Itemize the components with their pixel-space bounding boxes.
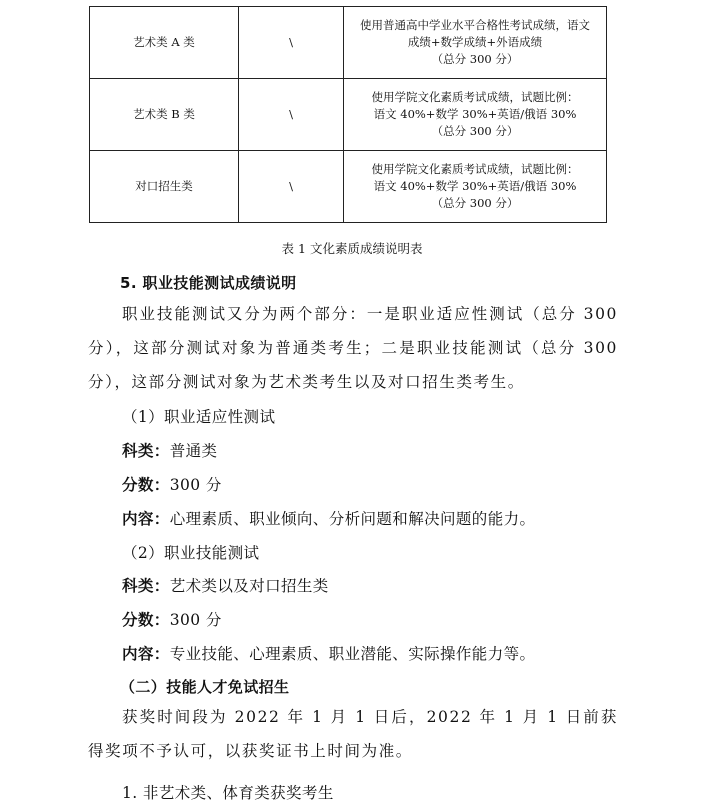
description-cell: [344, 79, 607, 151]
part-2-subject: [122, 574, 329, 596]
score-label: 分数：: [122, 611, 170, 629]
content-label: 内容：: [122, 510, 170, 528]
section-5-paragraph: 职业技能测试又分为两个部分：一是职业适应性测试（总分 300 分），这部分测试对象为普通类考生；二是职业技能测试（总分 300 分），这部分测试对象为艺术类考生以及对口招生类考生。: [88, 305, 618, 391]
description-cell: [344, 151, 607, 223]
description-line: 使用学院文化素质考试成绩，试题比例：: [371, 90, 579, 104]
description-line: （总分 300 分）: [431, 124, 519, 138]
description-line: 使用学院文化素质考试成绩，试题比例：: [371, 162, 579, 176]
table-row: [90, 7, 607, 79]
description-cell: [344, 7, 607, 79]
part-2-title: （2）职业技能测试: [122, 544, 260, 562]
mark-cell: \: [239, 151, 344, 223]
category-cell: 艺术类 B 类: [90, 79, 239, 151]
part-1-title: （1）职业适应性测试: [122, 408, 276, 426]
subject-label: 科类：: [122, 442, 170, 460]
mark-cell: \: [239, 79, 344, 151]
subject-label: 科类：: [122, 577, 170, 595]
part-2-content: [122, 642, 535, 664]
list-item-1: 1. 非艺术类、体育类获奖考生: [122, 784, 334, 802]
score-table: [89, 6, 607, 223]
table-row: [90, 151, 607, 223]
description-line: （总分 300 分）: [431, 52, 519, 66]
part-1-subject: [122, 439, 217, 461]
category-cell: 艺术类 A 类: [90, 7, 239, 79]
section-2-paragraph: 获奖时间段为 2022 年 1 月 1 日后，2022 年 1 月 1 日前获得奖项不予认可，以获奖证书上时间为准。: [88, 708, 618, 760]
content-label: 内容：: [122, 645, 170, 663]
part-1-score: [122, 473, 222, 495]
table-row: [90, 79, 607, 151]
score-value: 300 分: [169, 611, 222, 629]
part-1-content: [122, 507, 535, 529]
score-value: 300 分: [169, 476, 222, 494]
mark-cell: \: [239, 7, 344, 79]
content-value: 心理素质、职业倾向、分析问题和解决问题的能力。: [169, 510, 536, 528]
description-line: 语文 40%+数学 30%+英语/俄语 30%: [373, 179, 577, 193]
part-2-score: [122, 608, 222, 630]
category-cell: 对口招生类: [90, 151, 239, 223]
description-line: （总分 300 分）: [431, 196, 519, 210]
section-5-heading: 5. 职业技能测试成绩说明: [120, 274, 297, 292]
description-line: 使用普通高中学业水平合格性考试成绩，语文: [360, 18, 590, 32]
content-value: 专业技能、心理素质、职业潜能、实际操作能力等。: [169, 645, 536, 663]
description-line: 语文 40%+数学 30%+英语/俄语 30%: [373, 107, 577, 121]
table-caption: 表 1 文化素质成绩说明表: [281, 241, 423, 256]
score-label: 分数：: [122, 476, 170, 494]
subject-value: 普通类: [169, 442, 218, 460]
section-2-heading: （二）技能人才免试招生: [120, 678, 290, 696]
subject-value: 艺术类以及对口招生类: [169, 577, 329, 595]
description-line: 成绩+数学成绩+外语成绩: [407, 35, 543, 49]
